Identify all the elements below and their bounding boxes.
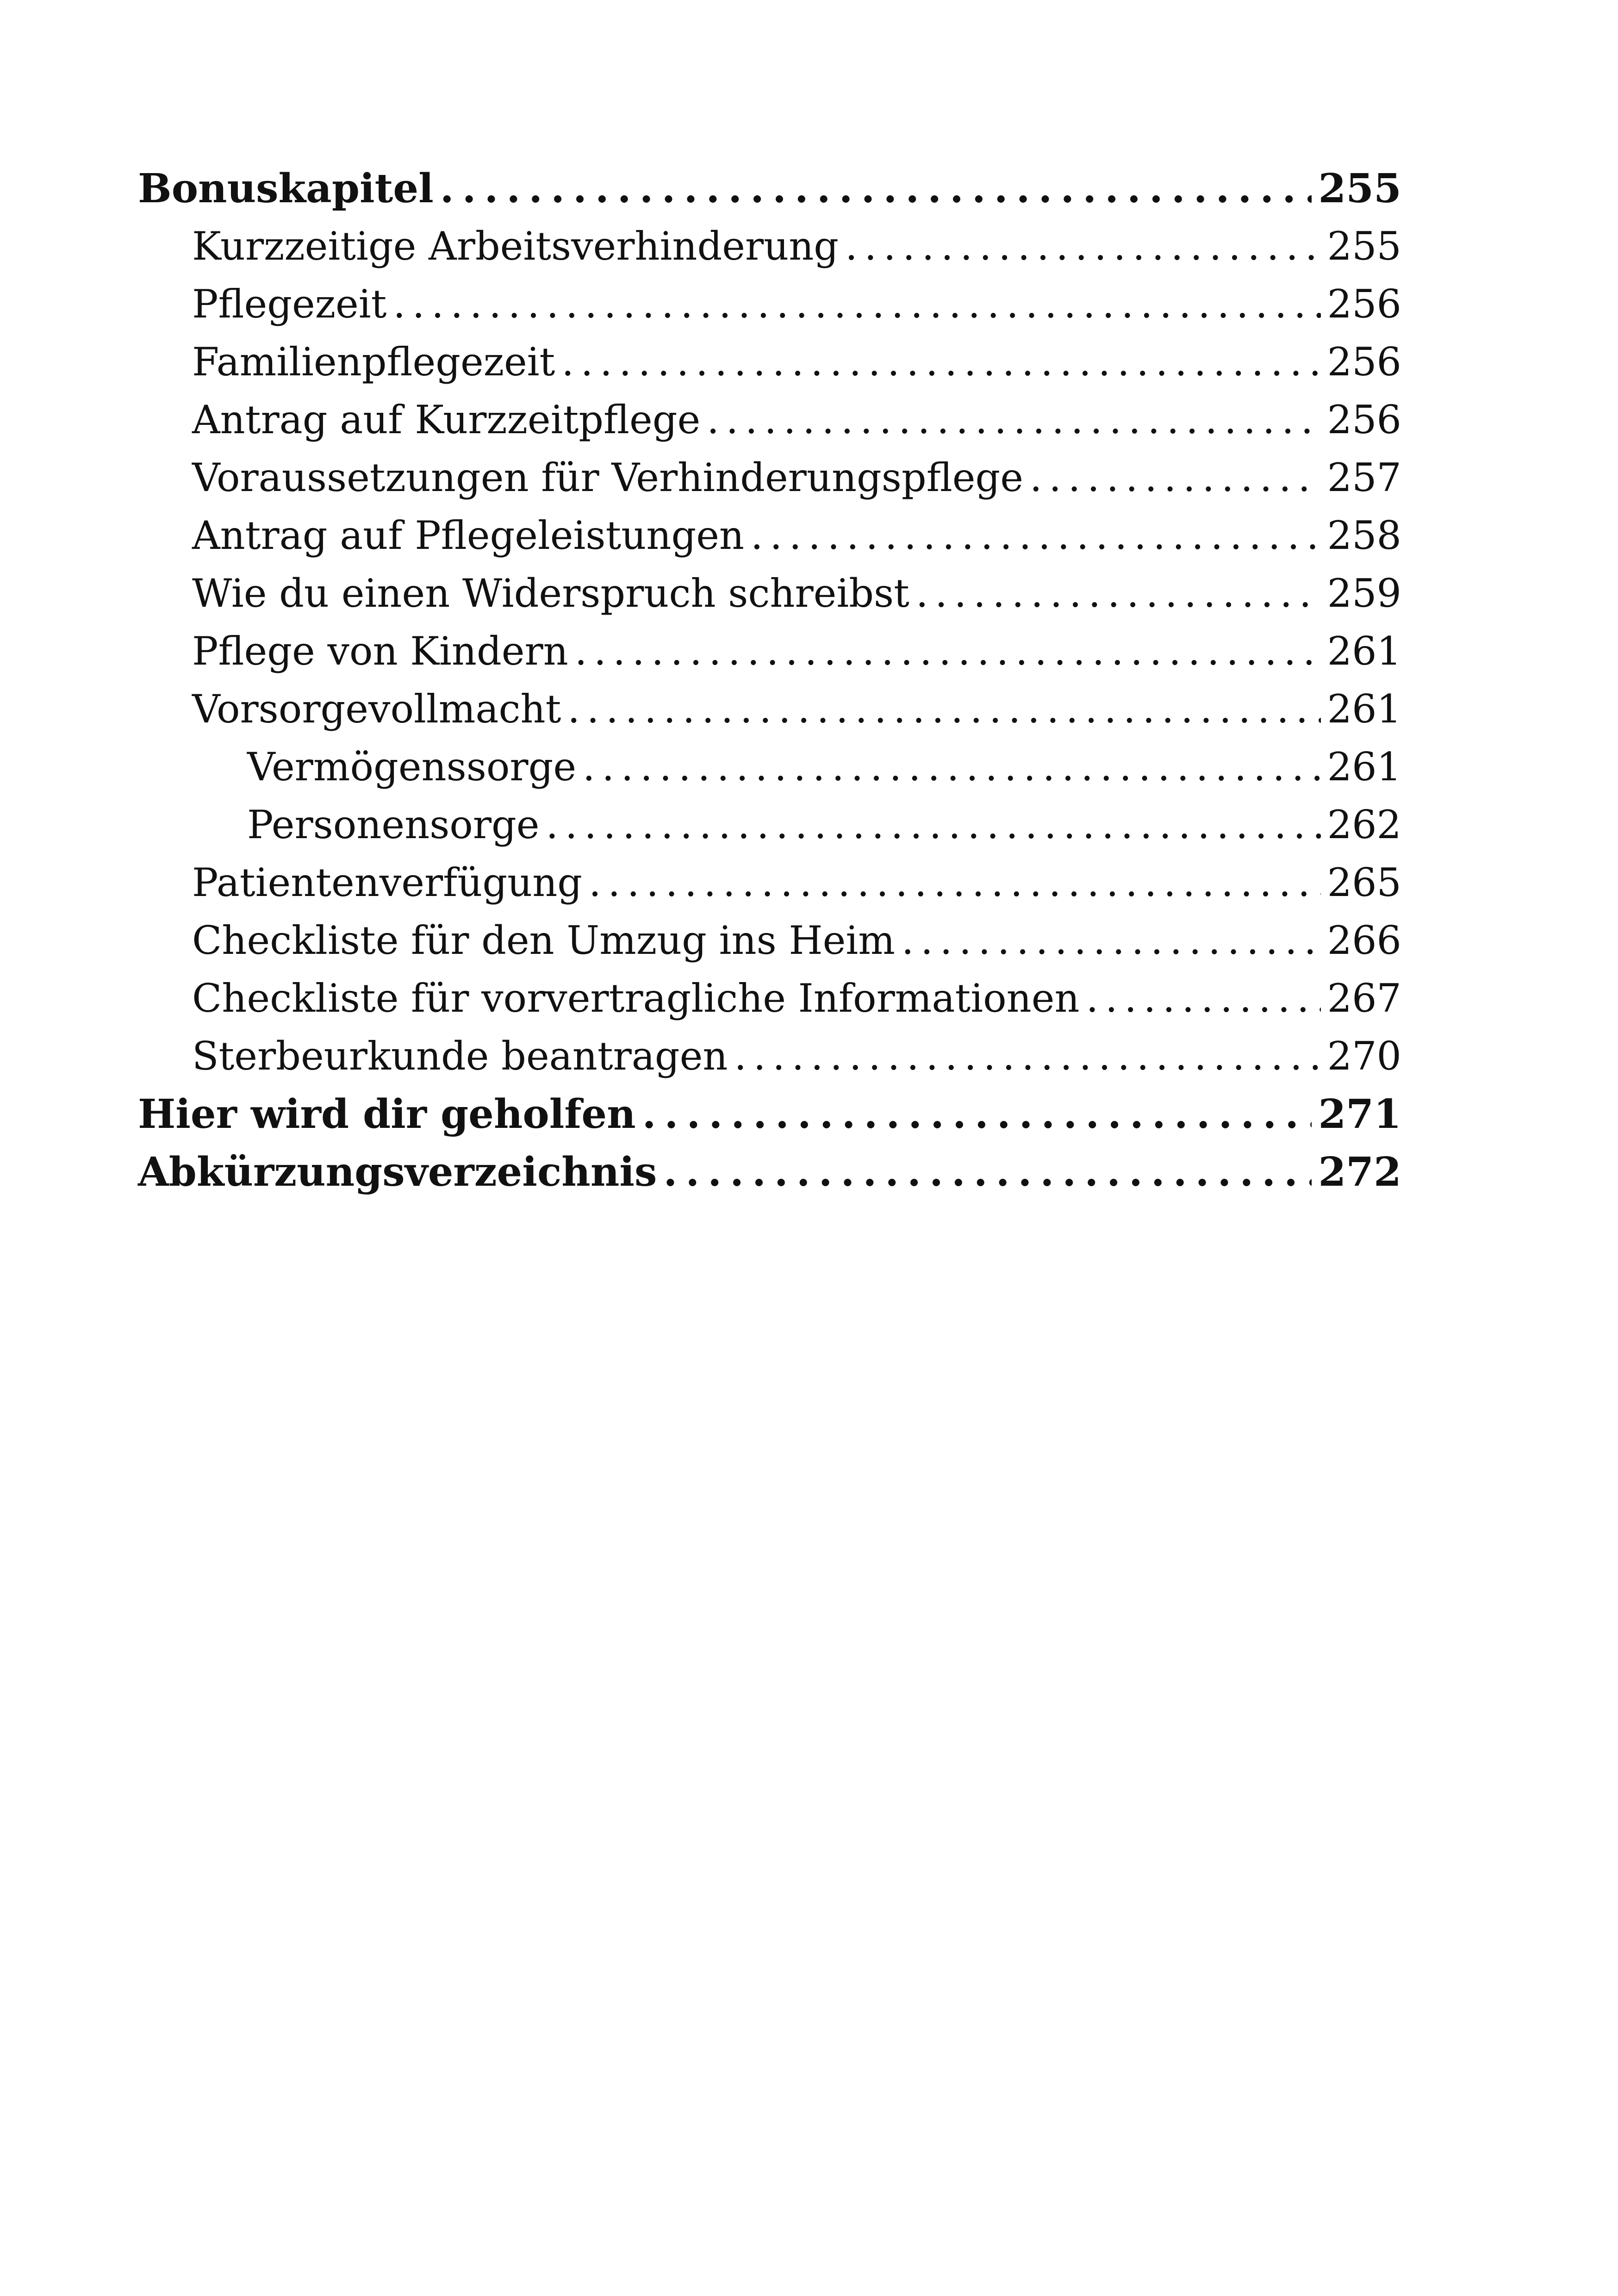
toc-entry-familienpflegezeit (138, 333, 1401, 391)
toc-leader-dots (734, 1027, 1320, 1085)
toc-leader-dots (902, 912, 1321, 970)
toc-leader-dots (561, 333, 1320, 391)
toc-entry-title: Pflegezeit (192, 281, 387, 327)
toc-leader-dots (751, 507, 1321, 565)
toc-leader-dots (663, 1143, 1312, 1201)
toc-entry-title: Personensorge (247, 802, 540, 847)
toc-leader-dots (583, 738, 1321, 796)
toc-entry-personensorge (138, 796, 1401, 854)
toc-leader-dots (546, 796, 1321, 854)
toc-entry-page: 255 (1327, 224, 1401, 269)
toc-leader-dots (642, 1085, 1312, 1143)
toc-entry-page: 267 (1327, 976, 1401, 1021)
toc-entry-voraussetzungen-verhinderungspflege (138, 449, 1401, 507)
toc-leader-dots (567, 680, 1320, 738)
toc-entry-title: Bonuskapitel (138, 165, 434, 212)
toc-entry-title: Antrag auf Kurzzeitpflege (192, 397, 701, 442)
toc-entry-title: Hier wird dir geholfen (138, 1091, 636, 1138)
toc-leader-dots (575, 622, 1321, 680)
toc-entry-page: 271 (1318, 1091, 1401, 1138)
toc-entry-vorsorgevollmacht (138, 680, 1401, 738)
toc-entry-title: Pflege von Kindern (192, 628, 568, 674)
toc-entry-title: Abkürzungsverzeichnis (138, 1149, 657, 1195)
toc-entry-page: 261 (1327, 744, 1401, 790)
table-of-contents (138, 160, 1401, 1201)
toc-entry-widerspruch (138, 565, 1401, 622)
toc-entry-page: 266 (1327, 918, 1401, 963)
toc-entry-vermoegenssorge (138, 738, 1401, 796)
toc-entry-page: 257 (1327, 455, 1401, 500)
toc-entry-page: 256 (1327, 339, 1401, 385)
toc-entry-page: 255 (1318, 165, 1401, 212)
toc-entry-page: 256 (1327, 397, 1401, 442)
toc-entry-page: 265 (1327, 860, 1401, 905)
toc-entry-patientenverfuegung (138, 854, 1401, 912)
toc-entry-page: 262 (1327, 802, 1401, 847)
toc-entry-kurzzeitige-arbeitsverhinderung (138, 218, 1401, 275)
toc-leader-dots (916, 565, 1321, 622)
toc-entry-abkuerzungsverzeichnis (138, 1143, 1401, 1201)
toc-entry-page: 258 (1327, 513, 1401, 558)
toc-entry-page: 272 (1318, 1149, 1401, 1195)
toc-entry-page: 256 (1327, 281, 1401, 327)
toc-leader-dots (440, 160, 1312, 218)
toc-entry-pflegezeit (138, 275, 1401, 333)
toc-entry-title: Kurzzeitige Arbeitsverhinderung (192, 224, 839, 269)
toc-leader-dots (393, 275, 1320, 333)
toc-entry-title: Checkliste für vorvertragliche Informationen (192, 976, 1080, 1021)
toc-leader-dots (845, 218, 1321, 275)
toc-entry-title: Familienpflegezeit (192, 339, 555, 385)
toc-leader-dots (1030, 449, 1321, 507)
toc-entry-pflege-von-kindern (138, 622, 1401, 680)
toc-entry-title: Wie du einen Widerspruch schreibst (192, 571, 909, 616)
toc-entry-page: 259 (1327, 571, 1401, 616)
toc-entry-title: Antrag auf Pflegeleistungen (192, 513, 745, 558)
toc-entry-checkliste-informationen (138, 970, 1401, 1027)
toc-entry-checkliste-umzug (138, 912, 1401, 970)
toc-entry-page: 261 (1327, 686, 1401, 732)
toc-entry-title: Vorsorgevollmacht (192, 686, 561, 732)
toc-entry-hier-wird-dir-geholfen (138, 1085, 1401, 1143)
toc-entry-antrag-pflegeleistungen (138, 507, 1401, 565)
toc-entry-title: Checkliste für den Umzug ins Heim (192, 918, 895, 963)
toc-entry-page: 261 (1327, 628, 1401, 674)
toc-entry-title: Patientenverfügung (192, 860, 583, 905)
toc-leader-dots (589, 854, 1321, 912)
toc-leader-dots (707, 391, 1320, 449)
toc-entry-title: Sterbeurkunde beantragen (192, 1033, 728, 1079)
toc-leader-dots (1086, 970, 1321, 1027)
toc-entry-title: Voraussetzungen für Verhinderungspflege (192, 455, 1023, 500)
toc-entry-page: 270 (1327, 1033, 1401, 1079)
toc-entry-sterbeurkunde (138, 1027, 1401, 1085)
toc-entry-title: Vermögenssorge (247, 744, 577, 790)
toc-entry-antrag-kurzzeitpflege (138, 391, 1401, 449)
toc-entry-bonuskapitel (138, 160, 1401, 218)
